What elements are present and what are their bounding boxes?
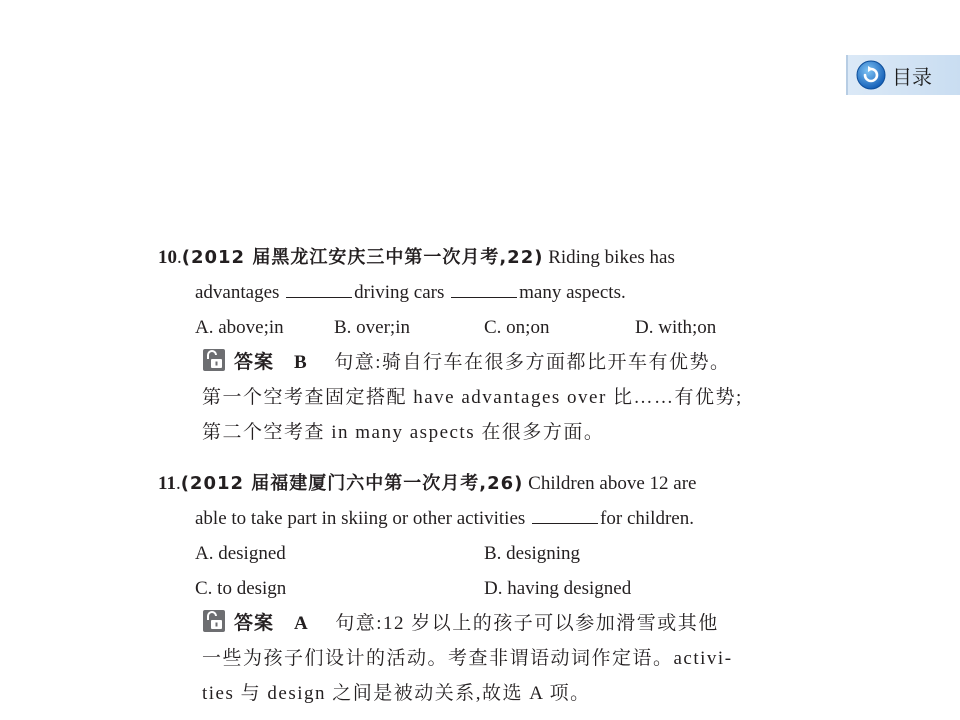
options-row <box>158 571 808 606</box>
question-number: 11 <box>158 473 176 494</box>
option-a: A. designed <box>195 543 286 564</box>
answer-key: B <box>294 352 309 373</box>
options-row <box>158 310 808 345</box>
question-source: (2012 届黑龙江安庆三中第一次月考,22) <box>181 247 544 268</box>
question-stem-line: 10.(2012 届黑龙江安庆三中第一次月考,22) Riding bikes has <box>158 247 675 268</box>
unlock-icon <box>202 609 226 633</box>
options-row <box>158 536 808 571</box>
explanation-text: 句意:12 岁以上的孩子可以参加滑雪或其他 <box>335 613 719 634</box>
option-c: C. on;on <box>484 317 550 338</box>
explanation-line <box>158 415 808 450</box>
option-d: D. with;on <box>635 317 717 338</box>
explanation-text: 句意:骑自行车在很多方面都比开车有优势。 <box>334 352 731 373</box>
stem-text: able to take part in skiing or other activities <box>195 508 526 529</box>
stem-text: advantages <box>195 282 280 303</box>
explanation-text: ties 与 design 之间是被动关系,故选 A 项。 <box>202 683 591 704</box>
explanation-text: 第一个空考查固定搭配 have advantages over 比……有优势; <box>202 387 743 408</box>
question-stem: Children above 12 are <box>528 473 697 494</box>
circular-arrow-icon <box>856 60 886 90</box>
option-b: B. designing <box>484 543 581 564</box>
answer-blank <box>532 505 598 524</box>
stem-text: driving cars <box>354 282 445 303</box>
option-c: C. to design <box>195 578 287 599</box>
answer-blank <box>451 279 517 298</box>
explanation-text: 第二个空考查 in many aspects 在很多方面。 <box>202 422 605 443</box>
question-10 <box>158 240 808 450</box>
question-stem-line <box>158 501 808 536</box>
toc-button[interactable] <box>846 55 960 95</box>
answer-blank <box>286 279 352 298</box>
option-b: B. over;in <box>334 317 410 338</box>
question-11 <box>158 466 808 711</box>
answer-line <box>158 345 808 380</box>
question-number: 10 <box>158 247 177 268</box>
stem-text: many aspects. <box>519 282 626 303</box>
option-a: A. above;in <box>195 317 284 338</box>
question-stem-line <box>158 275 808 310</box>
explanation-text: 一些为孩子们设计的活动。考查非谓语动词作定语。activi- <box>202 648 733 669</box>
stem-text: for children. <box>600 508 694 529</box>
question-source: (2012 届福建厦门六中第一次月考,26) <box>180 473 524 494</box>
question-stem-line: 11.(2012 届福建厦门六中第一次月考,26) Children above 12 are <box>158 473 697 494</box>
answer-label: 答案 <box>234 351 275 373</box>
explanation-line <box>158 380 808 415</box>
option-d: D. having designed <box>484 578 632 599</box>
toc-label: 目录 <box>892 64 932 89</box>
unlock-icon <box>202 348 226 372</box>
explanation-line <box>158 676 808 711</box>
question-stem: Riding bikes has <box>548 247 675 268</box>
explanation-line <box>158 641 808 676</box>
answer-key: A <box>294 613 310 634</box>
answer-label: 答案 <box>234 612 275 634</box>
answer-line <box>158 606 808 641</box>
